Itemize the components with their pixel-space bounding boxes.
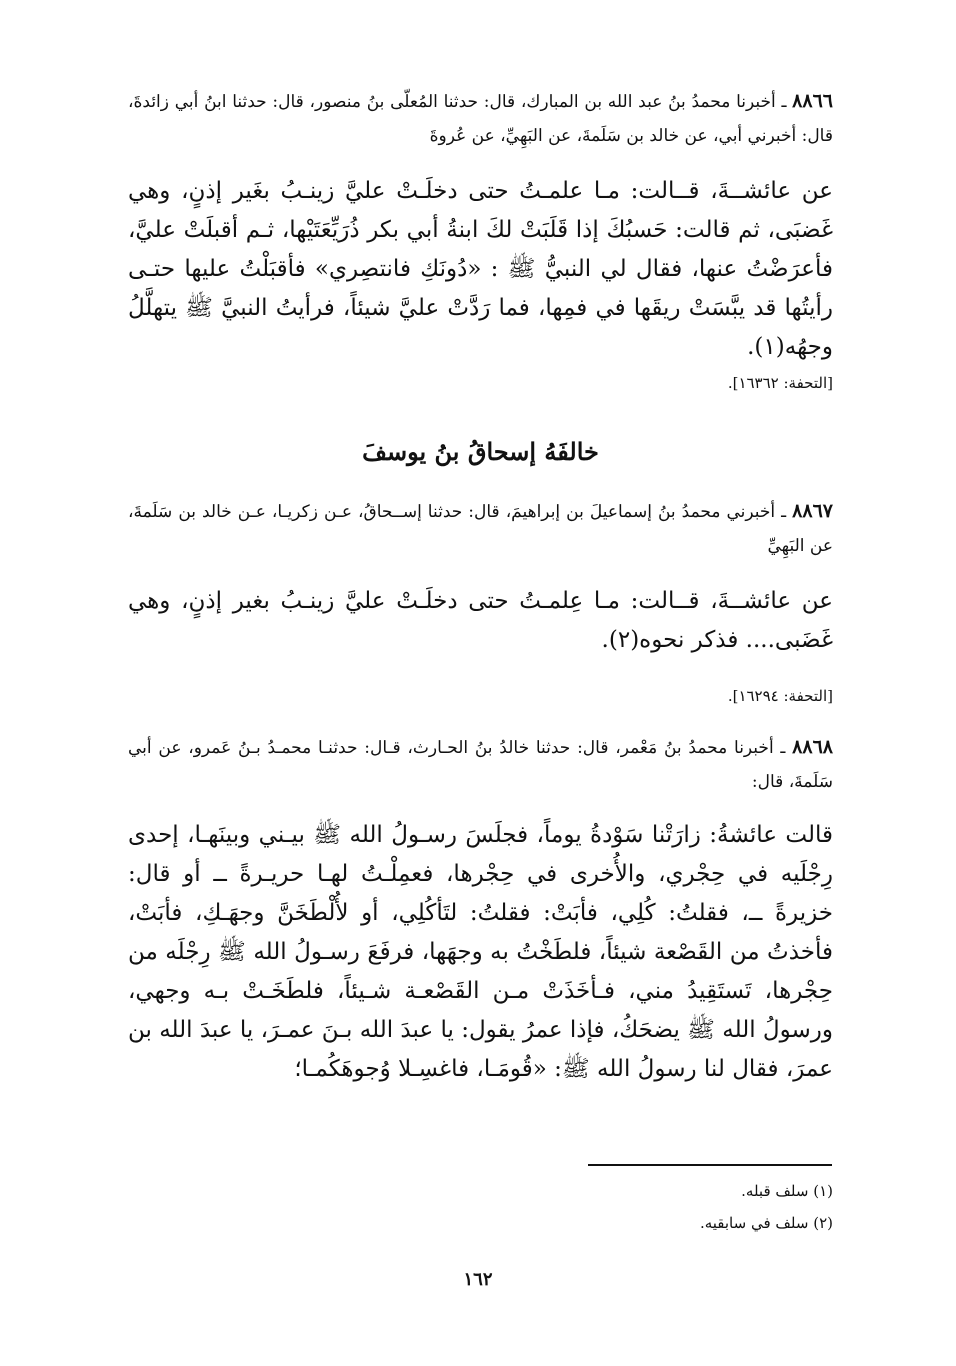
page-number: ١٦٢: [463, 1269, 493, 1290]
hadith-8868-matn: قالت عائشةُ: زارَتْنا سَوْدةُ يوماً، فجلَسَ رسـولُ الله ﷺ بيـني وبينَهـا، إحدى رِجْلَيه في حِجْري، والأُخرى في حِجْرها، فعمِلْـتُ لهـا حريـرةً ــ أو قال: خزيرةً ــ، فقلتُ: كُلِي، فأبَتْ: فقلتُ: لتَأكُلِي، أو لأُلْطَخَنَّ وجهَـكِ، فأبَتْ، فأخذتُ من القَصْعة شيئاً، فلطَخْتُ به وجهَها، فرفَعَ رسـولُ الله ﷺ رِجْلَه من حِجْرها، تَستَقِيدُ مني، فـأخَذَتْ مـن القَصْعـة شـيئاً، فلطَخَـتْ بـه وجهي، ورسولُ الله ﷺ يضحَكُ، فإذا عمرُ يقول: يا عبدَ الله بـنَ عمـرَ، يا عبدَ الله بن عمرَ، فقال لنا رسولُ الله ﷺ: «قُومَـا، فاغسِـلا وُجوهَكُمـا؛: [127, 822, 833, 1082]
hadith-number: ٨٨٦٧: [792, 500, 833, 522]
hadith-8866-tuhfa: [التحفة: ١٦٣٦٢].: [727, 374, 833, 392]
hadith-8867-isnad: [128, 494, 833, 563]
hadith-8867-matn: عن عائشــةَ، قــالت: مـا عِلمـتُ حتى دخلَـتْ عليَّ زينـبُ بغير إذنٍ، وهي غَضَبى.... فذكر نحوه(٢).: [128, 588, 833, 653]
isnad-text: ـ أخبرني محمدُ بنُ إسماعيلَ بن إبراهيمَ، قال: حدثنا إســحاقُ، عـن زكريـا، عـن خالد بن سَلَمةَ، عن البَهِيِّ: [128, 502, 833, 556]
footnote-2: (٢) سلف في سابقيه.: [699, 1214, 833, 1232]
isnad-text: ـ أخبرنا محمدُ بنُ عبد الله بن المبارك، قال: حدثنا المُعلّى بنُ منصور، قال: حدثنا ابنُ أبي زائدةَ، قال: أخبرني أبي، عن خالد بن سَلَمةَ، عن البَهِيِّ، عن عُروةَ: [128, 92, 833, 146]
hadith-number: ٨٨٦٦: [792, 90, 833, 112]
footnote-1: (١) سلف قبله.: [741, 1182, 833, 1200]
hadith-8866-matn: عن عائشــةَ، قــالت: مـا علمـتُ حتى دخلَـتْ عليَّ زينـبُ بغَير إذنٍ، وهي غَضبَى، ثم قالت: حَسبُكَ إذا قَلَبَتْ لكَ ابنةُ أبي بكر ذُرَيِّعَتَيْها، ثـم أقبلَتْ عليَّ، فأعرَضْتُ عنها، فقال لي النبيُّ ﷺ : «دُونَكِ فانتصِري» فأقبَلْتُ عليها حتـى رأيتُها قد يبَّسَتْ ريقَها في فمِها، فما رَدَّتْ عليَّ شيئاً، فرأيتُ النبيَّ ﷺ يتهلَّلُ وجهُه(١).: [128, 178, 833, 360]
isnad-text: ـ أخبرنا محمدُ بنُ مَعْمر، قال: حدثنا خالدُ بنُ الحـارث، قـال: حدثنـا محمـدُ بـنُ عَمرو، عن أبي سَلَمةَ، قال:: [128, 738, 833, 792]
section-heading: خالفَهُ إسحاقُ بنُ يوسفَ: [362, 437, 599, 466]
hadith-8866-isnad: [128, 84, 833, 153]
footnote-separator: [588, 1164, 832, 1166]
hadith-8867-tuhfa: [التحفة: ١٦٢٩٤].: [727, 687, 833, 705]
hadith-8868-isnad: [128, 730, 833, 799]
hadith-number: ٨٨٦٨: [792, 736, 833, 758]
